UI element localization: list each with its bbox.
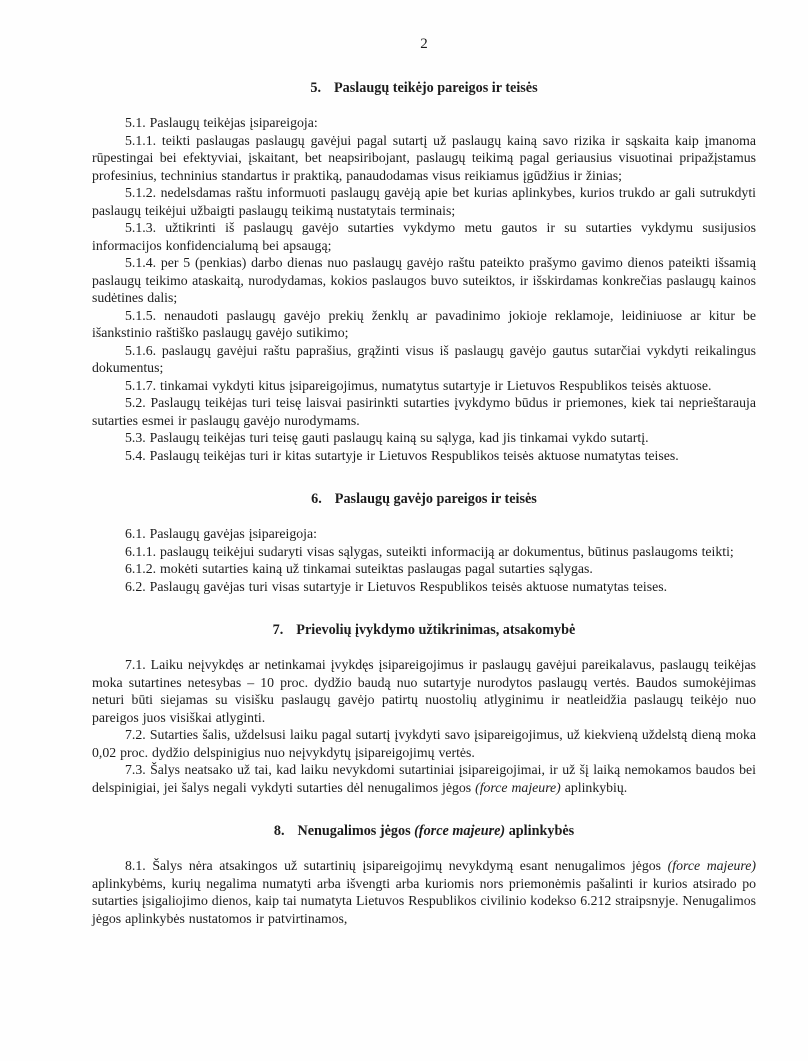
section-title: Paslaugų gavėjo pareigos ir teisės	[334, 491, 537, 507]
paragraph-7-2: 7.2. Sutarties šalis, uždelsusi laiku pagal sutartį įvykdyti savo įsipareigojimus, už kiekvieną uždelstą dieną moka 0,02 proc. dydžio delspinigius nuo neįvykdytų įsipareigojimų vertės.	[92, 727, 756, 760]
section-title: Prievolių įvykdymo užtikrinimas, atsakomybė	[296, 622, 576, 638]
section-heading-6	[92, 490, 756, 508]
document-content	[0, 36, 808, 927]
section-number: 5.	[310, 80, 322, 96]
paragraph-5-1-1: 5.1.1. teikti paslaugas paslaugų gavėjui pagal sutartį už paslaugų kainą savo rizika ir sąskaita kaip įmanoma rūpestingai bei efektyviai, įskaitant, bet neapsiribojant, paslaugų teikimą pagal geriausius visuotinai pripažįstamus profesinius, techninius standartus ir praktiką, panaudodamas visus reikiamus įgūdžius ir žinias;	[92, 132, 756, 183]
force-majeure-italic: (force majeure)	[667, 858, 756, 873]
paragraph-5-4: 5.4. Paslaugų teikėjas turi ir kitas sutartyje ir Lietuvos Respublikos teisės aktuose numatytas teises.	[125, 447, 679, 463]
paragraph-5-1-6: 5.1.6. paslaugų gavėjui raštu paprašius, grąžinti visus iš paslaugų gavėjo gautus sutarčiai vykdyti reikalingus dokumentus;	[92, 342, 756, 375]
page-number: 2	[420, 36, 428, 52]
force-majeure-italic: (force majeure)	[414, 823, 506, 839]
paragraph-6-1: 6.1. Paslaugų gavėjas įsipareigoja:	[125, 526, 317, 541]
section-heading-7	[92, 621, 756, 639]
paragraph-text: aplinkybėms, kurių negalima numatyti arba išvengti arba kuriomis nors priemonėmis pašalinti ir kurios atsirado po sutarties įsigaliojimo dienos, kaip tai numatyta Lietuvos Respublikos civilinio kodekso 6.212 straipsnyje. Nenugalimos jėgos aplinkybės nustatomos ir patvirtinamos,	[92, 875, 756, 926]
paragraph-5-1-4: 5.1.4. per 5 (penkias) darbo dienas nuo paslaugų gavėjo raštu pateikto prašymo gavimo dienos pateikti išsamią paslaugų teikimo ataskaitą, nurodydamas, kokios paslaugos buvo suteiktos, ir išskirdamas konkrečias paslaugų kainos sudėtines dalis;	[92, 255, 756, 305]
paragraph-text: 7.3. Šalys neatsako už tai, kad laiku nevykdomi sutartiniai įsipareigojimai, ir už šį laiką nemokamos baudos bei delspinigiai, jei šalys negali vykdyti sutarties dėl nenugalimos jėgos	[92, 762, 756, 795]
section-number: 7.	[272, 622, 284, 638]
paragraph-5-2: 5.2. Paslaugų teikėjas turi teisę laisvai pasirinkti sutarties įvykdymo būdus ir priemones, kiek tai neprieštarauja sutarties esmei ir paslaugų gavėjo nurodymams.	[92, 395, 756, 428]
paragraph-7-1: 7.1. Laiku neįvykdęs ar netinkamai įvykdęs įsipareigojimus ir paslaugų gavėjui pareikalavus, paslaugų teikėjas moka sutartines netesybas – 10 proc. dydžio baudą nuo sutartyje nurodytos paslaugų vertės. Baudos sumokėjimas neturi būti siejamas su visišku paslaugų gavėjo patirtų nuostolių atlyginimu ir neatleidžia paslaugų teikėjo nuo pareigos juos visiškai atlyginti.	[92, 657, 756, 725]
paragraph-5-3: 5.3. Paslaugų teikėjas turi teisę gauti paslaugų kainą su sąlyga, kad jis tinkamai vykdo sutartį.	[125, 430, 649, 445]
section-number: 8.	[273, 823, 285, 839]
paragraph-6-2: 6.2. Paslaugų gavėjas turi visas sutartyje ir Lietuvos Respublikos teisės aktuose numatytas teises.	[125, 578, 668, 594]
paragraph-5-1-2: 5.1.2. nedelsdamas raštu informuoti paslaugų gavėją apie bet kurias aplinkybes, kurios trukdo ar gali sutrukdyti paslaugų teikėjui užbaigti paslaugų teikimą nustatytais terminais;	[92, 185, 756, 218]
paragraph-5-1-7: 5.1.7. tinkamai vykdyti kitus įsipareigojimus, numatytus sutartyje ir Lietuvos Respublikos teisės aktuose.	[125, 377, 712, 393]
section-title: Paslaugų teikėjo pareigos ir teisės	[334, 80, 538, 96]
paragraph-5-1-5: 5.1.5. nenaudoti paslaugų gavėjo prekių ženklų ar pavadinimo jokioje reklamoje, leidiniuose ar kitur be išankstinio raštiško paslaugų gavėjo sutikimo;	[92, 307, 756, 340]
paragraph-8-1	[92, 857, 756, 927]
section-heading-8	[92, 822, 756, 840]
section-title: Nenugalimos jėgos	[297, 823, 415, 839]
paragraph-text: aplinkybių.	[560, 779, 628, 795]
paragraph-5-1: 5.1. Paslaugų teikėjas įsipareigoja:	[125, 115, 318, 130]
paragraph-text: 8.1. Šalys nėra atsakingos už sutartinių įsipareigojimų nevykdymą esant nenugalimos jėgos	[125, 858, 668, 873]
paragraph-5-1-3: 5.1.3. užtikrinti iš paslaugų gavėjo sutarties vykdymo metu gautos ir su sutarties vykdymu susijusios informacijos konfidencialumą bei apsaugą;	[92, 220, 756, 253]
section-number: 6.	[311, 491, 322, 507]
force-majeure-italic: (force majeure)	[475, 779, 561, 795]
section-heading-5	[92, 79, 756, 97]
section-title: aplinkybės	[505, 823, 575, 839]
paragraph-7-3	[92, 761, 756, 796]
paragraph-6-1-1: 6.1.1. paslaugų teikėjui sudaryti visas sąlygas, suteikti informaciją ar dokumentus, būtinus paslaugoms teikti;	[125, 543, 734, 559]
paragraph-6-1-2: 6.1.2. mokėti sutarties kainą už tinkamai suteiktas paslaugas pagal sutarties sąlygas.	[125, 561, 593, 576]
